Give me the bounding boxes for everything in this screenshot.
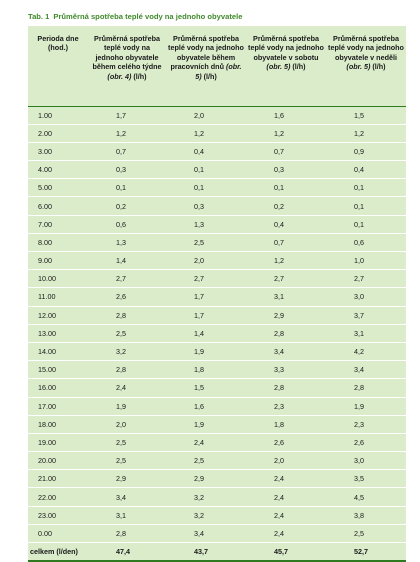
sunday-value: 3,0 bbox=[326, 288, 406, 306]
saturday-value: 2,6 bbox=[246, 433, 326, 451]
week-value: 2,4 bbox=[88, 379, 166, 397]
table-row bbox=[28, 524, 406, 542]
table-row bbox=[28, 270, 406, 288]
period-cell: 17.00 bbox=[28, 397, 88, 415]
saturday-value: 2,8 bbox=[246, 379, 326, 397]
workdays-value: 2,5 bbox=[166, 452, 246, 470]
saturday-value: 0,7 bbox=[246, 142, 326, 160]
workdays-value: 1,9 bbox=[166, 342, 246, 360]
workdays-value: 1,8 bbox=[166, 361, 246, 379]
sunday-value: 3,5 bbox=[326, 470, 406, 488]
table-row bbox=[28, 488, 406, 506]
table-caption bbox=[28, 12, 242, 21]
sunday-value: 3,0 bbox=[326, 452, 406, 470]
week-value: 1,3 bbox=[88, 233, 166, 251]
workdays-value: 2,7 bbox=[166, 270, 246, 288]
table-row bbox=[28, 342, 406, 360]
saturday-value: 0,2 bbox=[246, 197, 326, 215]
period-cell: 7.00 bbox=[28, 215, 88, 233]
saturday-value: 2,0 bbox=[246, 452, 326, 470]
week-value: 2,8 bbox=[88, 361, 166, 379]
sunday-value: 2,7 bbox=[326, 270, 406, 288]
period-cell: 3.00 bbox=[28, 142, 88, 160]
table-row bbox=[28, 142, 406, 160]
saturday-value: 0,1 bbox=[246, 179, 326, 197]
week-value: 2,8 bbox=[88, 524, 166, 542]
week-value: 1,9 bbox=[88, 397, 166, 415]
workdays-value: 0,3 bbox=[166, 197, 246, 215]
sunday-value: 0,6 bbox=[326, 233, 406, 251]
header-row bbox=[28, 26, 406, 106]
total-week: 47,4 bbox=[88, 543, 166, 561]
table-body bbox=[28, 106, 406, 543]
workdays-value: 2,0 bbox=[166, 252, 246, 270]
sunday-value: 2,5 bbox=[326, 524, 406, 542]
workdays-value: 2,0 bbox=[166, 106, 246, 124]
workdays-value: 2,9 bbox=[166, 470, 246, 488]
saturday-value: 0,4 bbox=[246, 215, 326, 233]
sunday-value: 1,2 bbox=[326, 124, 406, 142]
workdays-value: 1,7 bbox=[166, 306, 246, 324]
week-value: 0,7 bbox=[88, 142, 166, 160]
sunday-value: 2,3 bbox=[326, 415, 406, 433]
table-row bbox=[28, 252, 406, 270]
saturday-value: 2,7 bbox=[246, 270, 326, 288]
sunday-value: 1,0 bbox=[326, 252, 406, 270]
period-cell: 14.00 bbox=[28, 342, 88, 360]
saturday-value: 2,4 bbox=[246, 488, 326, 506]
week-value: 1,4 bbox=[88, 252, 166, 270]
saturday-value: 2,4 bbox=[246, 524, 326, 542]
saturday-value: 3,3 bbox=[246, 361, 326, 379]
saturday-value: 2,9 bbox=[246, 306, 326, 324]
saturday-value: 0,3 bbox=[246, 161, 326, 179]
sunday-value: 3,8 bbox=[326, 506, 406, 524]
workdays-value: 1,4 bbox=[166, 324, 246, 342]
table-row bbox=[28, 306, 406, 324]
table-row bbox=[28, 470, 406, 488]
week-value: 1,2 bbox=[88, 124, 166, 142]
hot-water-consumption-table bbox=[28, 26, 406, 562]
week-value: 3,1 bbox=[88, 506, 166, 524]
period-cell: 8.00 bbox=[28, 233, 88, 251]
workdays-value: 1,5 bbox=[166, 379, 246, 397]
header-sunday: Průměrná spotřeba teplé vody na jednoho obyvatele v neděli (obr. 5) (l/h) bbox=[326, 26, 406, 106]
table-row bbox=[28, 452, 406, 470]
period-cell: 1.00 bbox=[28, 106, 88, 124]
workdays-value: 2,4 bbox=[166, 433, 246, 451]
workdays-value: 0,1 bbox=[166, 161, 246, 179]
table-row bbox=[28, 288, 406, 306]
sunday-value: 0,4 bbox=[326, 161, 406, 179]
week-value: 3,2 bbox=[88, 342, 166, 360]
header-saturday: Průměrná spotřeba teplé vody na jednoho obyvatele v sobotu (obr. 5) (l/h) bbox=[246, 26, 326, 106]
workdays-value: 1,2 bbox=[166, 124, 246, 142]
sunday-value: 0,1 bbox=[326, 179, 406, 197]
table-title: Průměrná spotřeba teplé vody na jednoho obyvatele bbox=[53, 12, 243, 21]
sunday-value: 3,7 bbox=[326, 306, 406, 324]
header-workdays: Průměrná spotřeba teplé vody na jednoho obyvatele během pracovních dnů (obr. 5) (l/h) bbox=[166, 26, 246, 106]
period-cell: 15.00 bbox=[28, 361, 88, 379]
workdays-value: 3,2 bbox=[166, 488, 246, 506]
week-value: 2,5 bbox=[88, 452, 166, 470]
saturday-value: 1,2 bbox=[246, 252, 326, 270]
week-value: 0,1 bbox=[88, 179, 166, 197]
period-cell: 19.00 bbox=[28, 433, 88, 451]
table-row bbox=[28, 197, 406, 215]
period-cell: 21.00 bbox=[28, 470, 88, 488]
week-value: 2,5 bbox=[88, 324, 166, 342]
workdays-value: 1,9 bbox=[166, 415, 246, 433]
saturday-value: 2,8 bbox=[246, 324, 326, 342]
sunday-value: 0,9 bbox=[326, 142, 406, 160]
sunday-value: 2,6 bbox=[326, 433, 406, 451]
total-saturday: 45,7 bbox=[246, 543, 326, 561]
workdays-value: 1,6 bbox=[166, 397, 246, 415]
period-cell: 6.00 bbox=[28, 197, 88, 215]
saturday-value: 1,6 bbox=[246, 106, 326, 124]
week-value: 2,7 bbox=[88, 270, 166, 288]
saturday-value: 3,1 bbox=[246, 288, 326, 306]
period-cell: 10.00 bbox=[28, 270, 88, 288]
total-workdays: 43,7 bbox=[166, 543, 246, 561]
week-value: 2,6 bbox=[88, 288, 166, 306]
table-row bbox=[28, 379, 406, 397]
table-row bbox=[28, 415, 406, 433]
period-cell: 11.00 bbox=[28, 288, 88, 306]
sunday-value: 0,1 bbox=[326, 215, 406, 233]
period-cell: 2.00 bbox=[28, 124, 88, 142]
saturday-value: 0,7 bbox=[246, 233, 326, 251]
saturday-value: 2,4 bbox=[246, 470, 326, 488]
saturday-value: 1,8 bbox=[246, 415, 326, 433]
week-value: 2,5 bbox=[88, 433, 166, 451]
workdays-value: 0,1 bbox=[166, 179, 246, 197]
week-value: 1,7 bbox=[88, 106, 166, 124]
period-cell: 5.00 bbox=[28, 179, 88, 197]
saturday-value: 2,3 bbox=[246, 397, 326, 415]
table-row bbox=[28, 324, 406, 342]
saturday-value: 2,4 bbox=[246, 506, 326, 524]
workdays-value: 3,2 bbox=[166, 506, 246, 524]
table-row bbox=[28, 233, 406, 251]
sunday-value: 3,1 bbox=[326, 324, 406, 342]
total-row bbox=[28, 543, 406, 561]
period-cell: 16.00 bbox=[28, 379, 88, 397]
week-value: 2,0 bbox=[88, 415, 166, 433]
period-cell: 13.00 bbox=[28, 324, 88, 342]
period-cell: 23.00 bbox=[28, 506, 88, 524]
workdays-value: 2,5 bbox=[166, 233, 246, 251]
header-week: Průměrná spotřeba teplé vody na jednoho obyvatele během celého týdne (obr. 4) (l/h) bbox=[88, 26, 166, 106]
week-value: 2,8 bbox=[88, 306, 166, 324]
table-row bbox=[28, 215, 406, 233]
total-sunday: 52,7 bbox=[326, 543, 406, 561]
week-value: 2,9 bbox=[88, 470, 166, 488]
period-cell: 0.00 bbox=[28, 524, 88, 542]
table-row bbox=[28, 106, 406, 124]
workdays-value: 1,7 bbox=[166, 288, 246, 306]
period-cell: 4.00 bbox=[28, 161, 88, 179]
period-cell: 22.00 bbox=[28, 488, 88, 506]
period-cell: 9.00 bbox=[28, 252, 88, 270]
week-value: 0,6 bbox=[88, 215, 166, 233]
sunday-value: 0,1 bbox=[326, 197, 406, 215]
table-row bbox=[28, 179, 406, 197]
period-cell: 12.00 bbox=[28, 306, 88, 324]
sunday-value: 2,8 bbox=[326, 379, 406, 397]
period-cell: 20.00 bbox=[28, 452, 88, 470]
period-cell: 18.00 bbox=[28, 415, 88, 433]
table-row bbox=[28, 124, 406, 142]
workdays-value: 1,3 bbox=[166, 215, 246, 233]
header-period: Perioda dne (hod.) bbox=[28, 26, 88, 106]
week-value: 3,4 bbox=[88, 488, 166, 506]
sunday-value: 4,2 bbox=[326, 342, 406, 360]
table-row bbox=[28, 161, 406, 179]
table-row bbox=[28, 433, 406, 451]
table-row bbox=[28, 361, 406, 379]
table-row bbox=[28, 397, 406, 415]
sunday-value: 4,5 bbox=[326, 488, 406, 506]
table-number: Tab. 1 bbox=[28, 12, 50, 21]
total-label: celkem (l/den) bbox=[28, 543, 88, 561]
week-value: 0,3 bbox=[88, 161, 166, 179]
sunday-value: 3,4 bbox=[326, 361, 406, 379]
saturday-value: 3,4 bbox=[246, 342, 326, 360]
saturday-value: 1,2 bbox=[246, 124, 326, 142]
week-value: 0,2 bbox=[88, 197, 166, 215]
sunday-value: 1,5 bbox=[326, 106, 406, 124]
sunday-value: 1,9 bbox=[326, 397, 406, 415]
workdays-value: 0,4 bbox=[166, 142, 246, 160]
workdays-value: 3,4 bbox=[166, 524, 246, 542]
